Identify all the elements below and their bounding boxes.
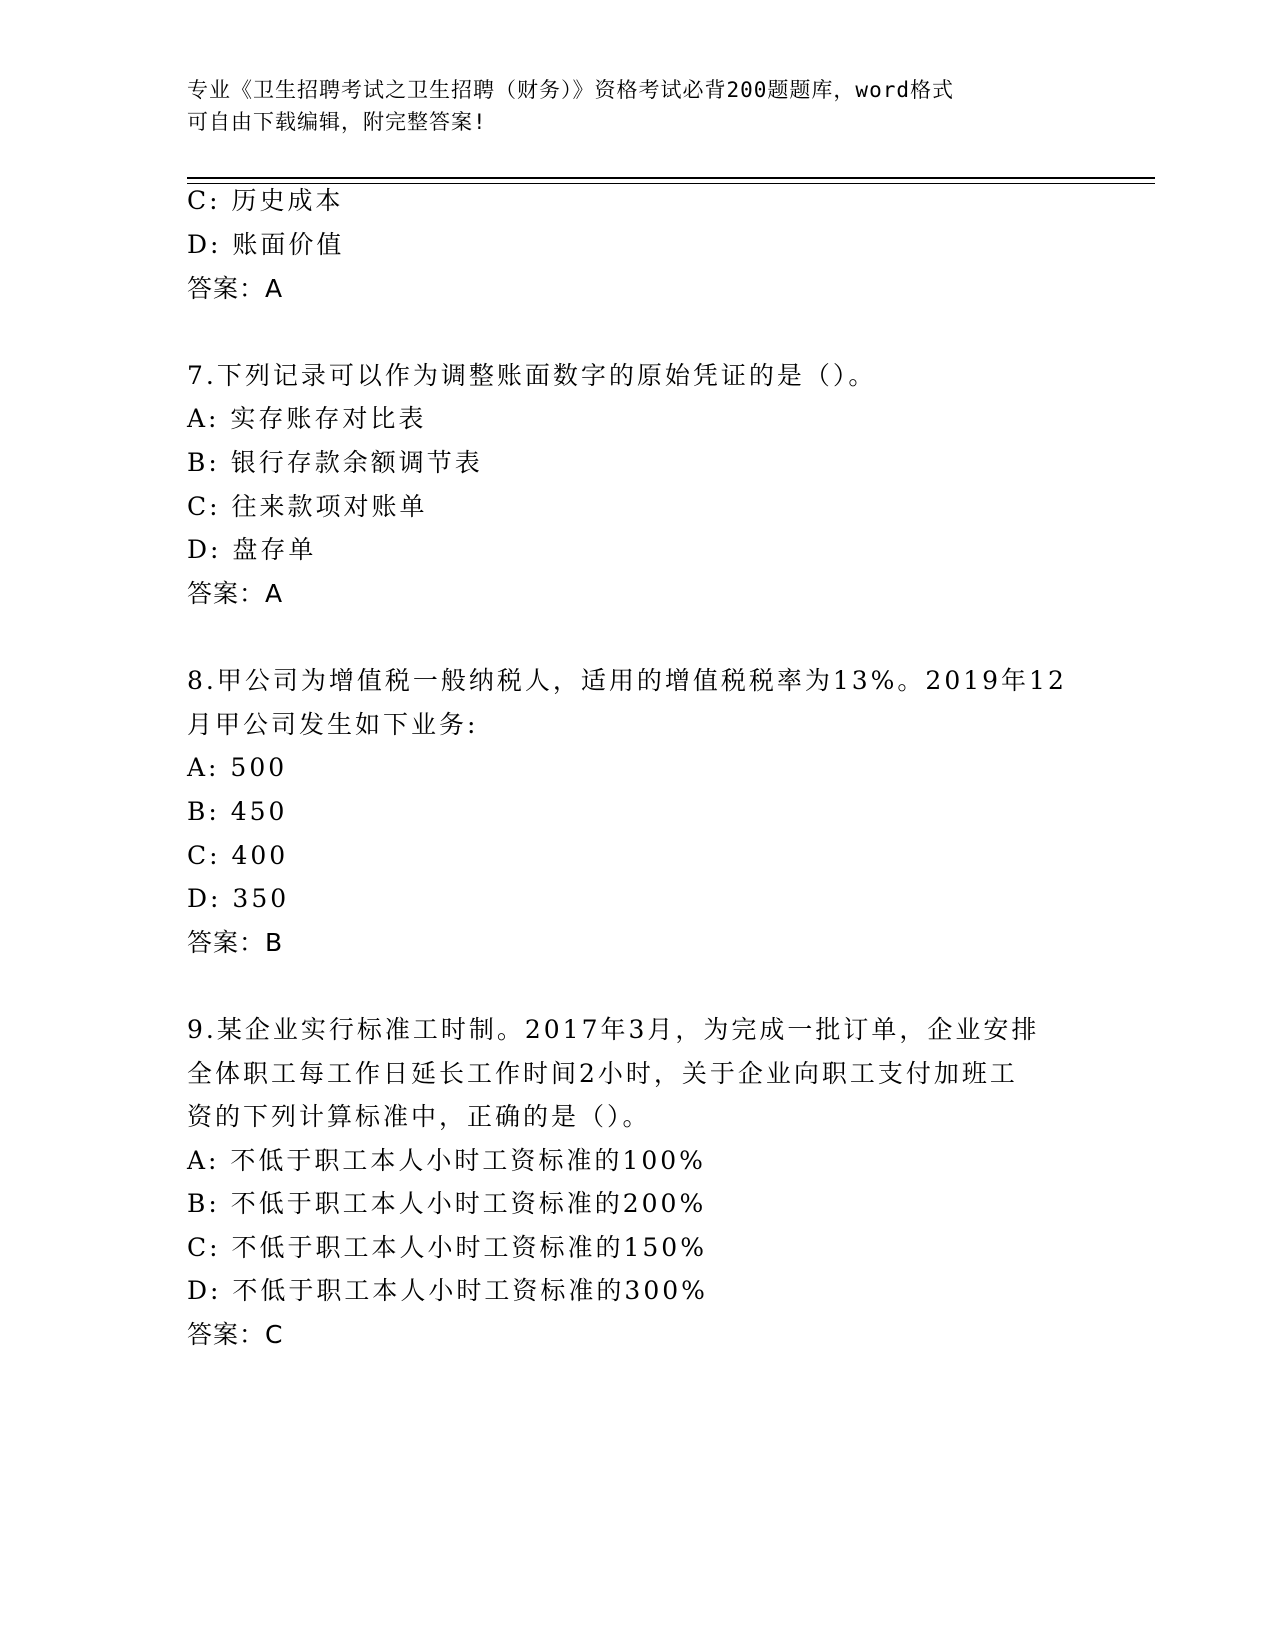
q9-option-b: B: 不低于职工本人小时工资标准的200%	[187, 1189, 707, 1218]
q9-stem-line-1: 9.某企业实行标准工时制。2017年3月，为完成一批订单，企业安排	[187, 1015, 1040, 1044]
q9-option-a: A: 不低于职工本人小时工资标准的100%	[187, 1146, 706, 1175]
q6-option-c: C: 历史成本	[187, 186, 344, 215]
document-header	[187, 74, 1067, 138]
q6-answer: 答案：A	[187, 274, 284, 303]
q7-option-c: C: 往来款项对账单	[187, 492, 428, 521]
q8-option-d: D: 350	[187, 884, 290, 913]
q7-option-d: D: 盘存单	[187, 535, 317, 564]
q9-stem-line-2: 全体职工每工作日延长工作时间2小时，关于企业向职工支付加班工	[187, 1059, 1018, 1088]
q9-option-d: D: 不低于职工本人小时工资标准的300%	[187, 1276, 708, 1305]
q7-option-a: A: 实存账存对比表	[187, 404, 427, 433]
q7-stem: 7.下列记录可以作为调整账面数字的原始凭证的是（）。	[187, 361, 877, 390]
q8-option-a: A: 500	[187, 753, 288, 782]
q7-option-b: B: 银行存款余额调节表	[187, 448, 483, 477]
q8-stem-line-1: 8.甲公司为增值税一般纳税人，适用的增值税税率为13%。2019年12	[187, 666, 1067, 695]
q7-answer: 答案：A	[187, 579, 284, 608]
q6-option-d: D: 账面价值	[187, 230, 345, 259]
q8-stem-line-2: 月甲公司发生如下业务:	[187, 710, 479, 739]
header-title-line-2: 可自由下载编辑，附完整答案!	[187, 110, 487, 134]
q8-option-c: C: 400	[187, 841, 289, 870]
q9-answer: 答案：C	[187, 1320, 284, 1349]
header-divider-thick	[187, 177, 1155, 179]
q8-answer: 答案：B	[187, 928, 284, 957]
header-title-line-1: 专业《卫生招聘考试之卫生招聘（财务）》资格考试必背200题题库，word格式	[187, 78, 954, 102]
q9-option-c: C: 不低于职工本人小时工资标准的150%	[187, 1233, 707, 1262]
q8-option-b: B: 450	[187, 797, 288, 826]
q9-stem-line-3: 资的下列计算标准中，正确的是（）。	[187, 1102, 651, 1131]
